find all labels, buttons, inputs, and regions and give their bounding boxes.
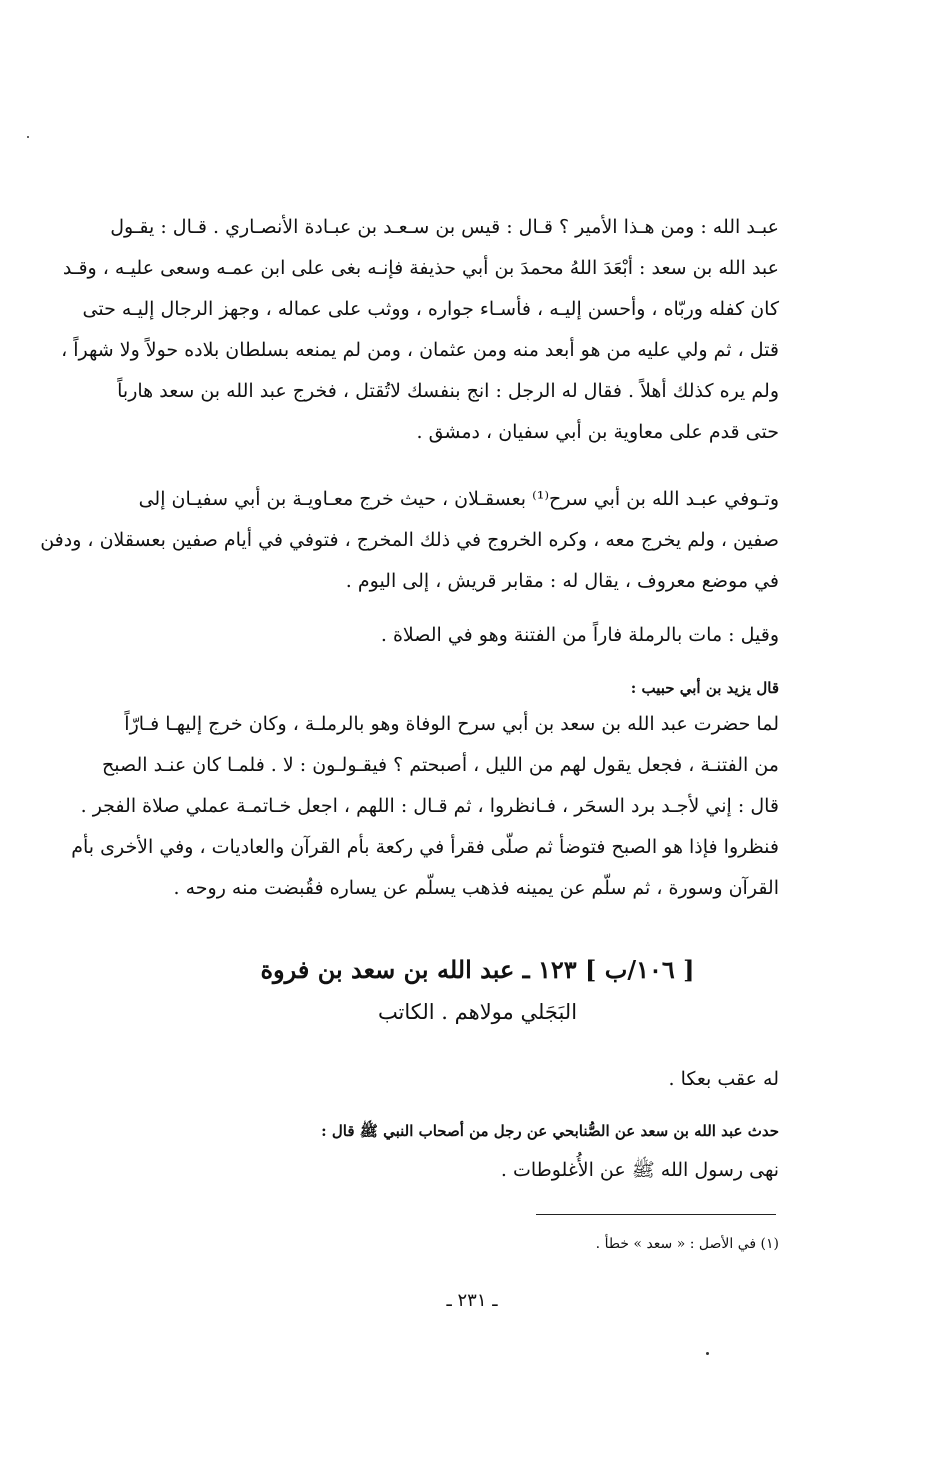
text-line: كان كفله وربّاه ، وأحسن إليـه ، فأسـاء جواره ، ووثب على عماله ، وجهز الرجال إليـه حتى: [82, 298, 779, 320]
narrator-line-1: [154, 670, 779, 706]
footnote: (١) في الأصل : « سعد » خطأ .: [595, 1236, 779, 1252]
paragraph-2: [40, 479, 779, 602]
text-line: عبد الله بن سعد : أبْعَدَ اللهُ محمدَ بن أبي حذيفة فإنـه بغى على ابن عمـه وسعى عليـه ، وقـد: [62, 257, 779, 279]
text-line: حتى قدم على معاوية بن أبي سفيان ، دمشق .: [416, 421, 779, 443]
narrator-line-2: [154, 1113, 779, 1149]
text-line: عبـد الله : ومن هـذا الأمير ؟ قـال : قيس بن سـعـد بن عبـادة الأنصـاري . قـال : يقـول: [110, 216, 779, 238]
text-line: في موضع معروف ، يقال له : مقابر قريش ، إلى اليوم .: [345, 570, 779, 592]
offspring-line: [154, 1059, 779, 1100]
scan-speck: [706, 1352, 709, 1355]
scan-speck: [27, 136, 29, 138]
paragraph-1: [61, 207, 779, 453]
text-line: حدث عبد الله بن سعد عن الصُّنابحي عن رجل من أصحاب النبي ﷺ قال :: [321, 1122, 779, 1140]
text-line: قال يزيد بن أبي حبيب :: [630, 679, 779, 697]
text-line: نهى رسول الله ﷺ عن الأُغلوطات .: [500, 1159, 779, 1181]
paragraph-3: [154, 615, 779, 656]
text-line: من الفتنـة ، فجعل يقول لهم من الليل ، أصبحتم ؟ فيقـولـون : لا . فلمـا كان عنـد الصبح: [102, 754, 779, 776]
text-line: قال : إني لأجـد برد السحَر ، فـانظروا ، ثم قـال : اللهم ، اجعل خـاتمـة عملي صلاة الفجر .: [80, 795, 779, 817]
text-line: القرآن وسورة ، ثم سلّم عن يمينه فذهب يسلّم عن يساره فقُبضت منه روحه .: [173, 877, 779, 899]
page-number: ـ ٢٣١ ـ: [446, 1290, 498, 1311]
text-line: ولم يره كذلك أهلاً . فقال له الرجل : انج بنفسك لاتُقتل ، فخرج عبد الله بن سعد هارباً: [117, 380, 779, 402]
text-line: له عقب بعكا .: [668, 1068, 779, 1090]
footnote-divider: [536, 1214, 776, 1215]
text-line: وقيل : مات بالرملة فاراً من الفتنة وهو في الصلاة .: [380, 624, 779, 646]
hadith-line: [154, 1150, 779, 1191]
paragraph-4: [71, 704, 779, 909]
entry-subtitle: البَجَلي مولاهم . الكاتب: [377, 1000, 578, 1024]
text-line: لما حضرت عبد الله بن سعد بن أبي سرح الوفاة وهو بالرملـة ، وكان خرج إليهـا فـارّاً: [124, 713, 779, 735]
entry-title: [ ١٠٦/ب ] ١٢٣ ـ عبد الله بن سعد بن فروة: [260, 955, 695, 984]
text-line: وتـوفي عبـد الله بن أبي سرح⁽¹⁾ بعسقـلان ، حيث خرج معـاويـة بن أبي سفيـان إلى: [138, 488, 779, 510]
text-line: صفين ، ولم يخرج معه ، وكره الخروج في ذلك المخرج ، فتوفي في أيام صفين بعسقلان ، ودفن: [40, 529, 779, 551]
text-line: قتل ، ثم ولي عليه من هو أبعد منه ومن عثمان ، ومن لم يمنعه بسلطان بلاده حولاً ولا شهراً ،: [61, 339, 779, 361]
text-line: فنظروا فإذا هو الصبح فتوضأ ثم صلّى فقرأ في ركعة بأم القرآن والعاديات ، وفي الأخرى بأم: [71, 836, 779, 858]
